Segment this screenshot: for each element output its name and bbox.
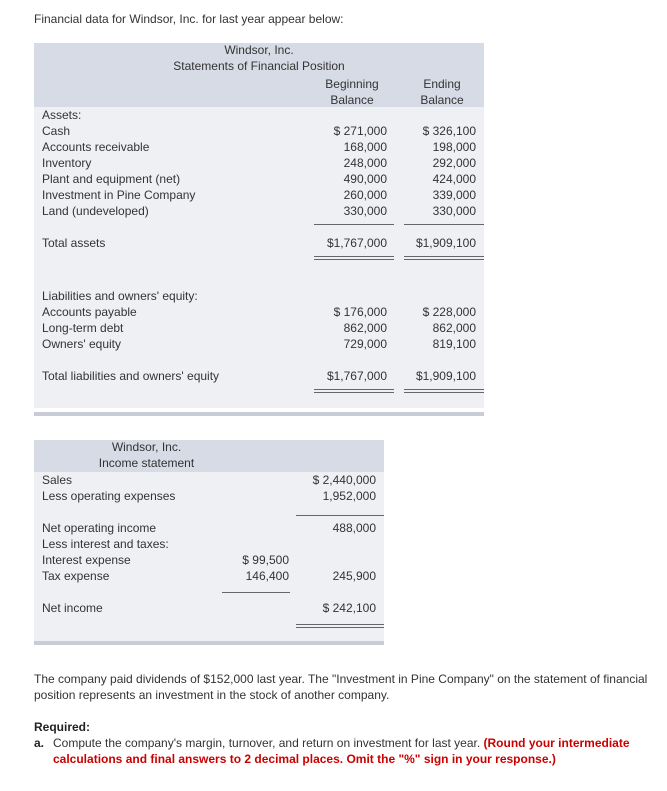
begin-value: $ 271,000 [333,124,387,138]
total-assets-label: Total assets [42,236,106,250]
row-label: Long-term debt [42,321,124,335]
col-beginning-balance [312,76,392,108]
dividends-paragraph: The company paid dividends of $152,000 last year. The "Investment in Pine Company" on the statement of financial position represents an investment in the stock of another company. [34,672,648,702]
underline [222,592,290,593]
assets-heading-row [34,107,484,123]
noi-row [34,520,384,536]
end-value: $ 326,100 [422,124,476,138]
row-label: Tax expense [42,569,110,583]
interest-row [34,552,384,568]
double-underline [296,627,384,628]
spacer-row [34,219,484,235]
underline [404,224,484,225]
less-heading-row [34,536,384,552]
required-item-text: Compute the company's margin, turnover, and return on investment for last year. [53,736,481,750]
row-label: Less operating expenses [42,489,176,503]
total-liab-begin: $1,767,000 [326,369,387,383]
sales-value: $ 2,440,000 [312,473,376,487]
income-statement-table [34,440,384,642]
col-ending-label: Ending Balance [420,77,464,107]
tax-row [34,568,384,584]
row-label: Net operating income [42,521,157,535]
row-label: Land (undeveloped) [42,204,149,218]
opex-row [34,488,384,504]
double-underline [404,259,484,260]
section-separator [34,412,484,416]
end-value: 198,000 [432,140,476,154]
total-assets-begin: $1,767,000 [326,236,387,250]
begin-value: 260,000 [343,188,387,202]
assets-heading: Assets: [42,108,82,122]
end-value: 862,000 [432,321,476,335]
required-item-note: (Round your intermediate calculations and final answers to 2 decimal places. Omit the "%" sign in your response.) [53,736,630,766]
interest-value: $ 99,500 [242,553,289,567]
row-label: Interest expense [42,553,131,567]
bs-title: Statements of Financial Position [173,59,345,73]
end-value: 339,000 [432,188,476,202]
total-assets-row [34,235,484,251]
liabilities-heading: Liabilities and owners' equity: [42,289,198,303]
end-value: 330,000 [432,204,476,218]
begin-value: 168,000 [343,140,387,154]
table-row [34,139,484,155]
row-label: Cash [42,124,71,138]
end-value: 292,000 [432,156,476,170]
noi-value: 488,000 [332,521,376,535]
begin-value: 490,000 [343,172,387,186]
underline [314,224,394,225]
required-section [34,719,654,767]
double-underline [314,392,394,393]
net-income-value: $ 242,100 [322,601,376,615]
table-row [34,123,484,139]
spacer-row [34,504,384,520]
tax-total: 245,900 [332,569,376,583]
spacer-row [34,584,384,600]
sales-row [34,472,384,488]
row-label: Accounts receivable [42,140,150,154]
table-row [34,155,484,171]
double-underline [404,392,484,393]
less-heading: Less interest and taxes: [42,537,169,551]
end-value: 424,000 [432,172,476,186]
row-label: Plant and equipment (net) [42,172,181,186]
double-underline [314,389,394,390]
spacer-row [34,616,384,642]
row-label: Investment in Pine Company [42,188,196,202]
col-ending-balance [402,76,482,108]
table-row [34,336,484,352]
row-label: Accounts payable [42,305,137,319]
begin-value: 729,000 [343,337,387,351]
table-row [34,304,484,320]
table-row [34,320,484,336]
total-liab-end: $1,909,100 [415,369,476,383]
begin-value: 248,000 [343,156,387,170]
is-company: Windsor, Inc. [111,440,182,454]
balance-sheet-table [34,43,484,408]
spacer-row [34,352,484,368]
total-liabilities-row [34,368,484,384]
row-label: Net income [42,601,103,615]
row-label: Sales [42,473,73,487]
double-underline [404,256,484,257]
row-label: Inventory [42,156,92,170]
bs-company: Windsor, Inc. [224,43,294,57]
double-underline [296,624,384,625]
spacer-row [34,384,484,408]
double-underline [404,389,484,390]
is-title: Income statement [98,456,195,470]
begin-value: $ 176,000 [333,305,387,319]
col-beginning-label: Beginning Balance [325,77,379,107]
table-row [34,187,484,203]
net-income-row [34,600,384,616]
begin-value: 862,000 [343,321,387,335]
liabilities-heading-row [34,288,484,304]
end-value: $ 228,000 [422,305,476,319]
required-heading: Required: [34,720,91,734]
tax-value: 146,400 [245,569,289,583]
item-prefix: a. [34,736,45,750]
begin-value: 330,000 [343,204,387,218]
income-statement-header [34,440,384,472]
double-underline [314,259,394,260]
end-value: 819,100 [432,337,476,351]
table-row [34,203,484,219]
balance-sheet-header [34,43,484,107]
intro-text: Financial data for Windsor, Inc. for last year appear below: [34,12,344,26]
opex-value: 1,952,000 [322,489,376,503]
total-assets-end: $1,909,100 [415,236,476,250]
underline [296,515,384,516]
double-underline [314,256,394,257]
section-separator [34,641,384,645]
total-liab-label: Total liabilities and owners' equity [42,369,220,383]
table-row [34,171,484,187]
row-label: Owners' equity [42,337,121,351]
